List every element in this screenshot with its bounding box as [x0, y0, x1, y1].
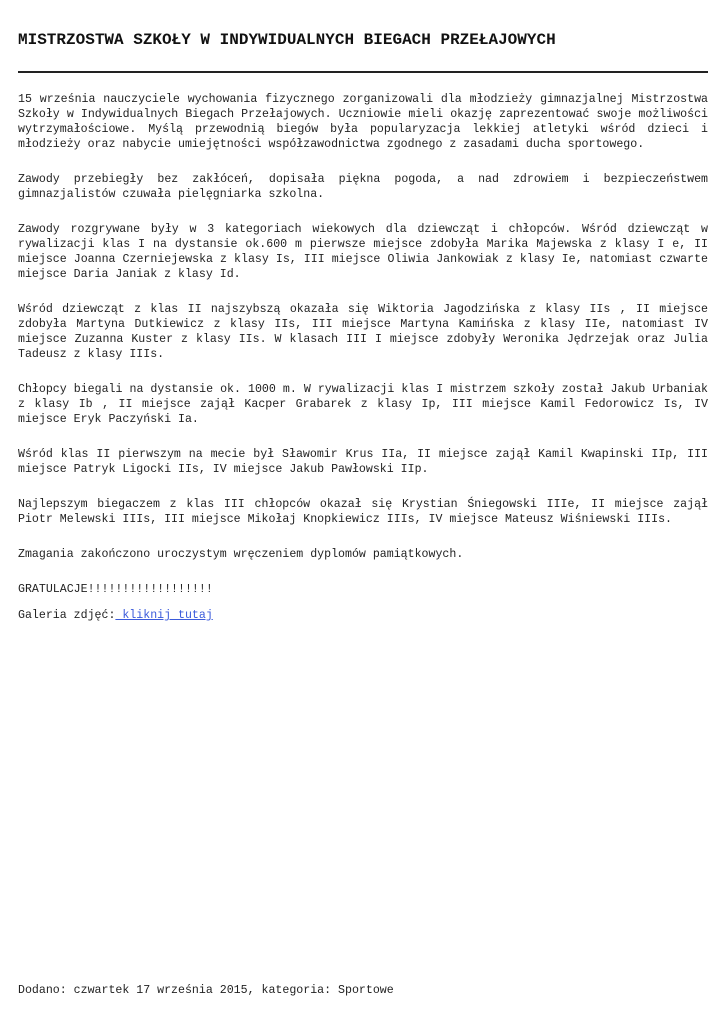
paragraph-girls-class-2-3: Wśród dziewcząt z klas II najszybszą okazała się Wiktoria Jagodzińska z klasy IIs , II miejsce zdobyła Martyna Dutkiewicz z klasy IIs, III miejsce Martyna Kamińska z klasy IIe, natomiast IV miejsce Zuzanna Kuster z klasy IIs. W klasach III I miejsce zdobyły Weronika Jędrzejak oraz Julia Tadeusz z klasy IIIs. [18, 303, 708, 361]
article-title: MISTRZOSTWA SZKOŁY W INDYWIDUALNYCH BIEGACH PRZEŁAJOWYCH [18, 31, 556, 49]
paragraph-boys-class-2: Wśród klas II pierwszym na mecie był Sławomir Krus IIa, II miejsce zajął Kamil Kwapinski IIp, III miejsce Patryk Ligocki IIs, IV miejsce Jakub Pawłowski IIp. [18, 448, 708, 476]
article-footer: Dodano: czwartek 17 września 2015, kategoria: Sportowe [18, 984, 394, 997]
paragraph-conditions: Zawody przebiegły bez zakłóceń, dopisała piękna pogoda, a nad zdrowiem i bezpieczeństwem gimnazjalistów czuwała pielęgniarka szkolna. [18, 173, 708, 201]
gallery-label: Galeria zdjęć: [18, 609, 116, 622]
article-body [18, 92, 708, 623]
paragraph-girls-class-1: Zawody rozgrywane były w 3 kategoriach wiekowych dla dziewcząt i chłopców. Wśród dziewcząt w rywalizacji klas I na dystansie ok.600 m pierwsze miejsce zdobyła Marika Majewska z klasy I e, II miejsce Joanna Czerniejewska z klasy Is, III miejsce Oliwia Jankowiak z klasy Ie, natomiast czwarte miejsce Daria Janiak z klasy Id. [18, 223, 708, 281]
gallery-line [18, 608, 708, 623]
gallery-link[interactable]: kliknij tutaj [115, 609, 213, 622]
paragraph-boys-class-3: Najlepszym biegaczem z klas III chłopców okazał się Krystian Śniegowski IIIe, II miejsce zajął Piotr Melewski IIIs, III miejsce Mikołaj Knopkiewicz IIIs, IV miejsce Mateusz Wiśniewski IIIs. [18, 498, 708, 526]
paragraph-boys-class-1: Chłopcy biegali na dystansie ok. 1000 m. W rywalizacji klas I mistrzem szkoły został Jakub Urbaniak z klasy Ib , II miejsce zajął Kacper Grabarek z klasy Ip, III miejsce Kamil Fedorowicz Is, IV miejsce Eryk Paczyński Ia. [18, 383, 708, 426]
paragraph-intro: 15 września nauczyciele wychowania fizycznego zorganizowali dla młodzieży gimnazjalnej Mistrzostwa Szkoły w Indywidualnych Biegach Przełajowych. Uczniowie mieli okazję zaprezentować swoje możliwości wytrzymałościowe. Myślą przewodnią biegów była popularyzacja lekkiej atletyki wśród dzieci i młodzieży oraz nabycie umiejętności współzawodnictwa zgodnego z zasadami ducha sportowego. [18, 93, 708, 151]
congratulations-text: GRATULACJE!!!!!!!!!!!!!!!!!! [18, 583, 213, 596]
paragraph-closing: Zmagania zakończono uroczystym wręczeniem dyplomów pamiątkowych. [18, 548, 464, 561]
title-divider [18, 71, 708, 73]
